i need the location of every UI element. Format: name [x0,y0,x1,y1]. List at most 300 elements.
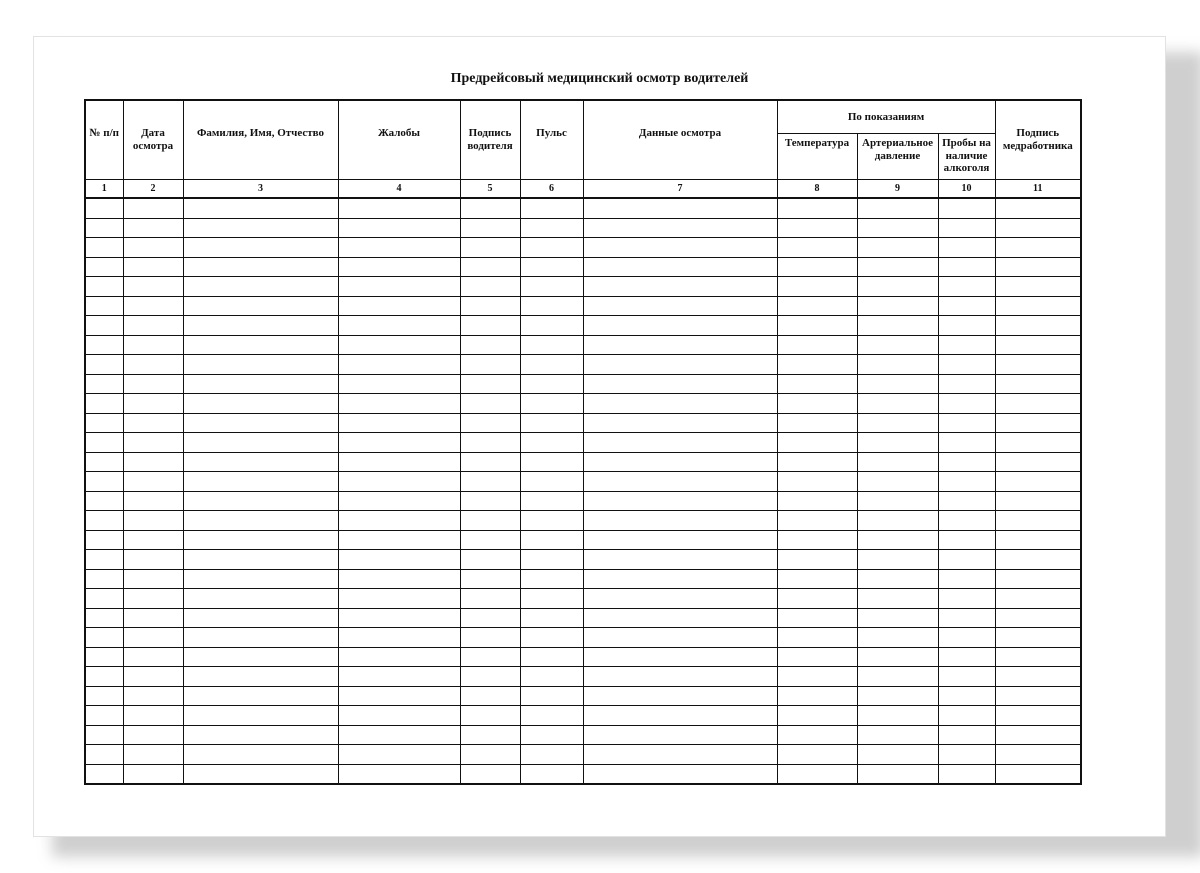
table-cell[interactable] [995,667,1081,687]
table-cell[interactable] [857,589,938,609]
table-cell[interactable] [777,745,857,765]
table-cell[interactable] [520,530,583,550]
table-cell[interactable] [460,511,520,531]
table-cell[interactable] [857,413,938,433]
table-cell[interactable] [583,355,777,375]
table-cell[interactable] [857,433,938,453]
table-cell[interactable] [583,628,777,648]
table-cell[interactable] [995,589,1081,609]
table-cell[interactable] [520,277,583,297]
table-cell[interactable] [583,550,777,570]
table-cell[interactable] [520,198,583,218]
table-cell[interactable] [85,589,123,609]
table-cell[interactable] [995,550,1081,570]
table-cell[interactable] [520,550,583,570]
table-cell[interactable] [460,433,520,453]
table-cell[interactable] [857,706,938,726]
table-cell[interactable] [583,647,777,667]
table-cell[interactable] [777,706,857,726]
table-cell[interactable] [338,628,460,648]
table-cell[interactable] [583,511,777,531]
table-cell[interactable] [460,198,520,218]
table-cell[interactable] [123,277,183,297]
table-cell[interactable] [183,608,338,628]
table-cell[interactable] [460,491,520,511]
table-cell[interactable] [460,335,520,355]
table-cell[interactable] [85,686,123,706]
table-cell[interactable] [123,764,183,784]
table-cell[interactable] [777,413,857,433]
table-cell[interactable] [938,491,995,511]
table-cell[interactable] [583,608,777,628]
table-cell[interactable] [857,608,938,628]
table-cell[interactable] [583,667,777,687]
table-cell[interactable] [338,550,460,570]
table-cell[interactable] [995,374,1081,394]
table-cell[interactable] [183,238,338,258]
table-cell[interactable] [583,296,777,316]
table-cell[interactable] [857,374,938,394]
table-cell[interactable] [183,686,338,706]
table-cell[interactable] [460,569,520,589]
table-cell[interactable] [857,277,938,297]
table-cell[interactable] [938,764,995,784]
table-cell[interactable] [460,472,520,492]
table-cell[interactable] [995,433,1081,453]
table-cell[interactable] [85,491,123,511]
table-cell[interactable] [85,316,123,336]
table-cell[interactable] [338,667,460,687]
table-cell[interactable] [857,218,938,238]
table-cell[interactable] [183,667,338,687]
table-cell[interactable] [857,745,938,765]
table-cell[interactable] [338,589,460,609]
table-cell[interactable] [938,198,995,218]
table-cell[interactable] [183,433,338,453]
table-cell[interactable] [183,335,338,355]
table-cell[interactable] [183,296,338,316]
table-cell[interactable] [338,374,460,394]
table-cell[interactable] [938,608,995,628]
table-cell[interactable] [460,608,520,628]
table-cell[interactable] [123,530,183,550]
table-cell[interactable] [338,706,460,726]
table-cell[interactable] [995,257,1081,277]
table-cell[interactable] [583,452,777,472]
table-cell[interactable] [460,725,520,745]
table-cell[interactable] [123,491,183,511]
table-cell[interactable] [338,316,460,336]
table-cell[interactable] [777,296,857,316]
table-cell[interactable] [938,686,995,706]
table-cell[interactable] [520,764,583,784]
table-cell[interactable] [583,218,777,238]
table-cell[interactable] [123,452,183,472]
table-cell[interactable] [460,355,520,375]
table-cell[interactable] [123,238,183,258]
table-cell[interactable] [995,198,1081,218]
table-cell[interactable] [520,511,583,531]
table-cell[interactable] [520,706,583,726]
table-cell[interactable] [777,491,857,511]
table-cell[interactable] [995,764,1081,784]
table-cell[interactable] [938,550,995,570]
table-cell[interactable] [857,335,938,355]
table-cell[interactable] [85,472,123,492]
table-cell[interactable] [857,667,938,687]
table-cell[interactable] [338,764,460,784]
table-cell[interactable] [938,257,995,277]
table-cell[interactable] [777,394,857,414]
table-cell[interactable] [777,647,857,667]
table-cell[interactable] [85,530,123,550]
table-cell[interactable] [85,452,123,472]
table-cell[interactable] [777,608,857,628]
table-cell[interactable] [520,608,583,628]
table-cell[interactable] [777,569,857,589]
table-cell[interactable] [938,511,995,531]
table-cell[interactable] [777,433,857,453]
table-cell[interactable] [123,433,183,453]
table-cell[interactable] [857,511,938,531]
table-cell[interactable] [183,706,338,726]
table-cell[interactable] [460,628,520,648]
table-cell[interactable] [777,374,857,394]
table-cell[interactable] [338,277,460,297]
table-cell[interactable] [520,589,583,609]
table-cell[interactable] [938,647,995,667]
table-cell[interactable] [338,257,460,277]
table-cell[interactable] [995,491,1081,511]
table-cell[interactable] [183,374,338,394]
table-cell[interactable] [857,198,938,218]
table-cell[interactable] [183,452,338,472]
table-cell[interactable] [520,667,583,687]
table-cell[interactable] [85,394,123,414]
table-cell[interactable] [338,725,460,745]
table-cell[interactable] [777,355,857,375]
table-cell[interactable] [995,706,1081,726]
table-cell[interactable] [938,335,995,355]
table-cell[interactable] [183,316,338,336]
table-cell[interactable] [85,725,123,745]
table-cell[interactable] [995,569,1081,589]
table-cell[interactable] [995,628,1081,648]
table-cell[interactable] [583,198,777,218]
table-cell[interactable] [938,374,995,394]
table-cell[interactable] [938,530,995,550]
table-cell[interactable] [183,355,338,375]
table-cell[interactable] [123,686,183,706]
table-cell[interactable] [460,238,520,258]
table-cell[interactable] [338,413,460,433]
table-cell[interactable] [857,257,938,277]
table-cell[interactable] [583,433,777,453]
table-cell[interactable] [938,433,995,453]
table-cell[interactable] [123,745,183,765]
table-cell[interactable] [857,316,938,336]
table-cell[interactable] [338,452,460,472]
table-cell[interactable] [460,706,520,726]
table-cell[interactable] [777,764,857,784]
table-cell[interactable] [583,277,777,297]
table-cell[interactable] [338,511,460,531]
table-cell[interactable] [777,218,857,238]
table-cell[interactable] [995,218,1081,238]
table-cell[interactable] [938,218,995,238]
table-cell[interactable] [857,628,938,648]
table-cell[interactable] [583,374,777,394]
table-cell[interactable] [85,296,123,316]
table-cell[interactable] [938,725,995,745]
table-cell[interactable] [938,238,995,258]
table-cell[interactable] [460,374,520,394]
table-cell[interactable] [460,745,520,765]
table-cell[interactable] [938,413,995,433]
table-cell[interactable] [520,647,583,667]
table-cell[interactable] [85,238,123,258]
table-cell[interactable] [460,452,520,472]
table-cell[interactable] [583,745,777,765]
table-cell[interactable] [183,589,338,609]
table-cell[interactable] [857,550,938,570]
table-cell[interactable] [583,413,777,433]
table-cell[interactable] [123,394,183,414]
table-cell[interactable] [938,745,995,765]
table-cell[interactable] [123,218,183,238]
table-cell[interactable] [183,725,338,745]
table-cell[interactable] [123,608,183,628]
table-cell[interactable] [123,706,183,726]
table-cell[interactable] [938,628,995,648]
table-cell[interactable] [338,218,460,238]
table-cell[interactable] [183,550,338,570]
table-cell[interactable] [995,647,1081,667]
table-cell[interactable] [583,238,777,258]
table-cell[interactable] [338,530,460,550]
table-cell[interactable] [520,491,583,511]
table-cell[interactable] [338,647,460,667]
table-cell[interactable] [777,686,857,706]
table-cell[interactable] [777,198,857,218]
table-cell[interactable] [183,511,338,531]
table-cell[interactable] [123,511,183,531]
table-cell[interactable] [857,647,938,667]
table-cell[interactable] [183,198,338,218]
table-cell[interactable] [938,394,995,414]
table-cell[interactable] [85,745,123,765]
table-cell[interactable] [857,355,938,375]
table-cell[interactable] [460,413,520,433]
table-cell[interactable] [85,433,123,453]
table-cell[interactable] [338,238,460,258]
table-cell[interactable] [938,589,995,609]
table-cell[interactable] [777,550,857,570]
table-cell[interactable] [85,628,123,648]
table-cell[interactable] [183,530,338,550]
table-cell[interactable] [123,589,183,609]
table-cell[interactable] [583,706,777,726]
table-cell[interactable] [85,277,123,297]
table-cell[interactable] [777,667,857,687]
table-cell[interactable] [520,725,583,745]
table-cell[interactable] [520,628,583,648]
table-cell[interactable] [183,218,338,238]
table-cell[interactable] [123,296,183,316]
table-cell[interactable] [123,628,183,648]
table-cell[interactable] [583,725,777,745]
table-cell[interactable] [123,725,183,745]
table-cell[interactable] [857,394,938,414]
table-cell[interactable] [520,394,583,414]
table-cell[interactable] [338,608,460,628]
table-cell[interactable] [995,686,1081,706]
table-cell[interactable] [777,530,857,550]
table-cell[interactable] [85,511,123,531]
table-cell[interactable] [995,511,1081,531]
table-cell[interactable] [520,745,583,765]
table-cell[interactable] [460,277,520,297]
table-cell[interactable] [857,530,938,550]
table-cell[interactable] [938,277,995,297]
table-cell[interactable] [123,413,183,433]
table-cell[interactable] [857,296,938,316]
table-cell[interactable] [85,550,123,570]
table-cell[interactable] [938,355,995,375]
table-cell[interactable] [520,433,583,453]
table-cell[interactable] [183,277,338,297]
table-cell[interactable] [583,686,777,706]
table-cell[interactable] [85,608,123,628]
table-cell[interactable] [183,491,338,511]
table-cell[interactable] [123,257,183,277]
table-cell[interactable] [777,316,857,336]
table-cell[interactable] [460,218,520,238]
table-cell[interactable] [123,472,183,492]
table-cell[interactable] [85,667,123,687]
table-cell[interactable] [460,686,520,706]
table-cell[interactable] [520,296,583,316]
table-cell[interactable] [857,491,938,511]
table-cell[interactable] [338,433,460,453]
table-cell[interactable] [777,277,857,297]
table-cell[interactable] [583,394,777,414]
table-cell[interactable] [777,589,857,609]
table-cell[interactable] [583,472,777,492]
table-cell[interactable] [583,569,777,589]
table-cell[interactable] [85,218,123,238]
table-cell[interactable] [85,569,123,589]
table-cell[interactable] [183,257,338,277]
table-cell[interactable] [520,355,583,375]
table-cell[interactable] [995,238,1081,258]
table-cell[interactable] [520,569,583,589]
table-cell[interactable] [460,316,520,336]
table-cell[interactable] [995,277,1081,297]
table-cell[interactable] [123,667,183,687]
table-cell[interactable] [777,257,857,277]
table-cell[interactable] [995,745,1081,765]
table-cell[interactable] [338,296,460,316]
table-cell[interactable] [938,667,995,687]
table-cell[interactable] [183,394,338,414]
table-cell[interactable] [938,316,995,336]
table-cell[interactable] [857,764,938,784]
table-cell[interactable] [995,530,1081,550]
table-cell[interactable] [583,589,777,609]
table-cell[interactable] [995,413,1081,433]
table-cell[interactable] [938,472,995,492]
table-cell[interactable] [338,569,460,589]
table-cell[interactable] [123,550,183,570]
table-cell[interactable] [460,296,520,316]
table-cell[interactable] [85,706,123,726]
table-cell[interactable] [338,472,460,492]
table-cell[interactable] [520,413,583,433]
table-cell[interactable] [460,667,520,687]
table-cell[interactable] [183,628,338,648]
table-cell[interactable] [857,472,938,492]
table-cell[interactable] [183,413,338,433]
table-cell[interactable] [460,764,520,784]
table-cell[interactable] [583,257,777,277]
table-cell[interactable] [520,374,583,394]
table-cell[interactable] [583,764,777,784]
table-cell[interactable] [460,589,520,609]
table-cell[interactable] [123,198,183,218]
table-cell[interactable] [123,374,183,394]
table-cell[interactable] [995,725,1081,745]
table-cell[interactable] [995,355,1081,375]
table-cell[interactable] [85,257,123,277]
table-cell[interactable] [995,316,1081,336]
table-cell[interactable] [583,316,777,336]
table-cell[interactable] [460,394,520,414]
table-cell[interactable] [938,452,995,472]
table-cell[interactable] [938,569,995,589]
table-cell[interactable] [857,238,938,258]
table-cell[interactable] [938,706,995,726]
table-cell[interactable] [85,198,123,218]
table-cell[interactable] [995,296,1081,316]
table-cell[interactable] [777,335,857,355]
table-cell[interactable] [857,452,938,472]
table-cell[interactable] [183,647,338,667]
table-cell[interactable] [338,394,460,414]
table-cell[interactable] [183,745,338,765]
table-cell[interactable] [777,472,857,492]
table-cell[interactable] [338,491,460,511]
table-cell[interactable] [85,413,123,433]
table-cell[interactable] [123,647,183,667]
table-cell[interactable] [938,296,995,316]
table-cell[interactable] [995,394,1081,414]
table-cell[interactable] [777,511,857,531]
table-cell[interactable] [123,355,183,375]
table-cell[interactable] [995,335,1081,355]
table-cell[interactable] [520,335,583,355]
table-cell[interactable] [183,569,338,589]
table-cell[interactable] [995,608,1081,628]
table-cell[interactable] [583,491,777,511]
table-cell[interactable] [85,647,123,667]
table-cell[interactable] [460,257,520,277]
table-cell[interactable] [460,647,520,667]
table-cell[interactable] [520,452,583,472]
table-cell[interactable] [123,335,183,355]
table-cell[interactable] [338,745,460,765]
table-cell[interactable] [520,472,583,492]
